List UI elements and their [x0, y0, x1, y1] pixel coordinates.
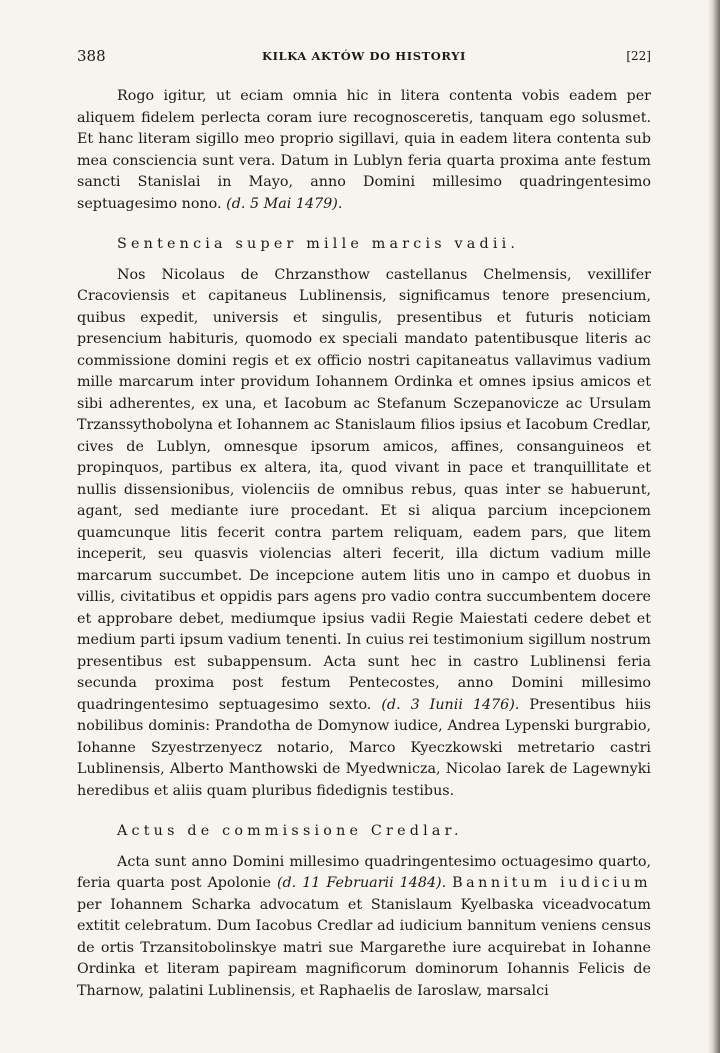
page-number: 388 [77, 47, 106, 65]
running-header [77, 46, 651, 66]
page-edge-shadow [708, 0, 720, 1053]
date-note: (d. 5 Mai 1479). [226, 195, 343, 212]
paragraph-rogo [77, 86, 651, 215]
page-body [77, 86, 651, 1002]
section-number: [22] [626, 49, 651, 63]
paragraph-text: Rogo igitur, ut eciam omnia hic in litera contenta vobis eadem per aliquem fidelem perlecta coram iure recognosceretis, tanquam ego solusmet. Et hanc literam sigillo meo proprio sigillavi, quia in eadem litera contenta sub mea consciencia sunt vera. Datum in Lublyn feria quarta proxima ante festum sancti Stanislai in Mayo, anno Domini millesimo quadringentesimo septuagesimo nono. [77, 88, 651, 212]
section-heading-actus: Actus de commissione Credlar. [117, 823, 463, 839]
paragraph-text: Acta sunt anno Domini millesimo quadringentesimo octuagesimo quarto, feria quarta post Apolonie [77, 853, 651, 891]
running-title: KILKA AKTÓW DO HISTORYI [261, 49, 467, 63]
paragraph-nos-nicolaus [77, 265, 651, 803]
spaced-phrase: Bannitum iudicium [452, 875, 652, 891]
paragraph-text: Nos Nicolaus de Chrzansthow castellanus Chelmensis, vexillifer Cracoviensis et capitaneus Lublinensis, significamus tenore presencium, quibus expedit, universis et singulis, presentibus et futuris noticiam presencium habituris, quomodo ex speciali mandato patentibusque literis ac commissione domini regis et ex officio nostri capitaneatus vallavimus vadium mille marcarum inter providum Iohannem Ordinka et omnes ipsius amicos et sibi adherentes, ex una, et Iacobum ac Stefanum Sczepanovicze ac Ursulam Trzanssythobolyna et Iohannem ac Stanislaum filios ipsius et Iacobum Credlar, cives de Lublyn, omnesque ipsorum amicos, affines, consanguineos et propinquos, partibus ex altera, ita, quod vivant in pace et tranquillitate et nullis dissensionibus, violenciis de omnibus rebus, quas inter se habuerunt, agant, sed mediante iure procedant. Et si aliqua parcium incepcionem quamcunque litis fecerit contra partem reliquam, eadem pars, que litem inceperit, seu quasvis violencias alteri fecerit, illa dictum vadium mille marcarum succumbet. De incepcione autem litis uno in campo et duobus in villis, civitatibus et oppidis pars agens pro vadio contra succumbentem docere et approbare debet, mediumque ipsius vadii Regie Maiestati cedere debet et medium parti ipsum vadium tenenti. In cuius rei testimonium sigillum nostrum presentibus est subappensum. Acta sunt hec in castro Lublinensi feria secunda proxima post festum Pentecostes, anno Domini millesimo quadringentesimo septuagesimo sexto. [77, 266, 651, 713]
paragraph-text: Presentibus hiis nobilibus dominis: Prandotha de Domynow iudice, Andrea Lypenski burgrabio, Iohanne Szyestrzenyecz notario, Marco Kyeczkowski metretario castri Lublinensis, Alberto Manthowski de Myedwnicza, Nicolao Iarek de Lagewnyki heredibus et aliis quam pluribus fidedignis testibus. [77, 696, 652, 799]
section-heading-sentencia: Sentencia super mille marcis vadii. [117, 236, 520, 252]
paragraph-text: per Iohannem Scharka advocatum et Stanislaum Kyelbaska viceadvocatum extitit celebratum. Dum Iacobus Credlar ad iudicium bannitum veniens census de ortis Trzansitobolinskye matri sue Margarethe iure acquirebat in Iohanne Ordinka et literam papiream magnificorum dominorum Iohannis Felicis de Tharnow, palatini Lublinensis, et Raphaelis de Iaroslaw, marsalci [77, 896, 651, 999]
paragraph-acta-sunt [77, 852, 651, 1003]
date-note: (d. 3 Iunii 1476). [381, 696, 520, 713]
date-note: (d. 11 Februarii 1484). [276, 875, 447, 891]
